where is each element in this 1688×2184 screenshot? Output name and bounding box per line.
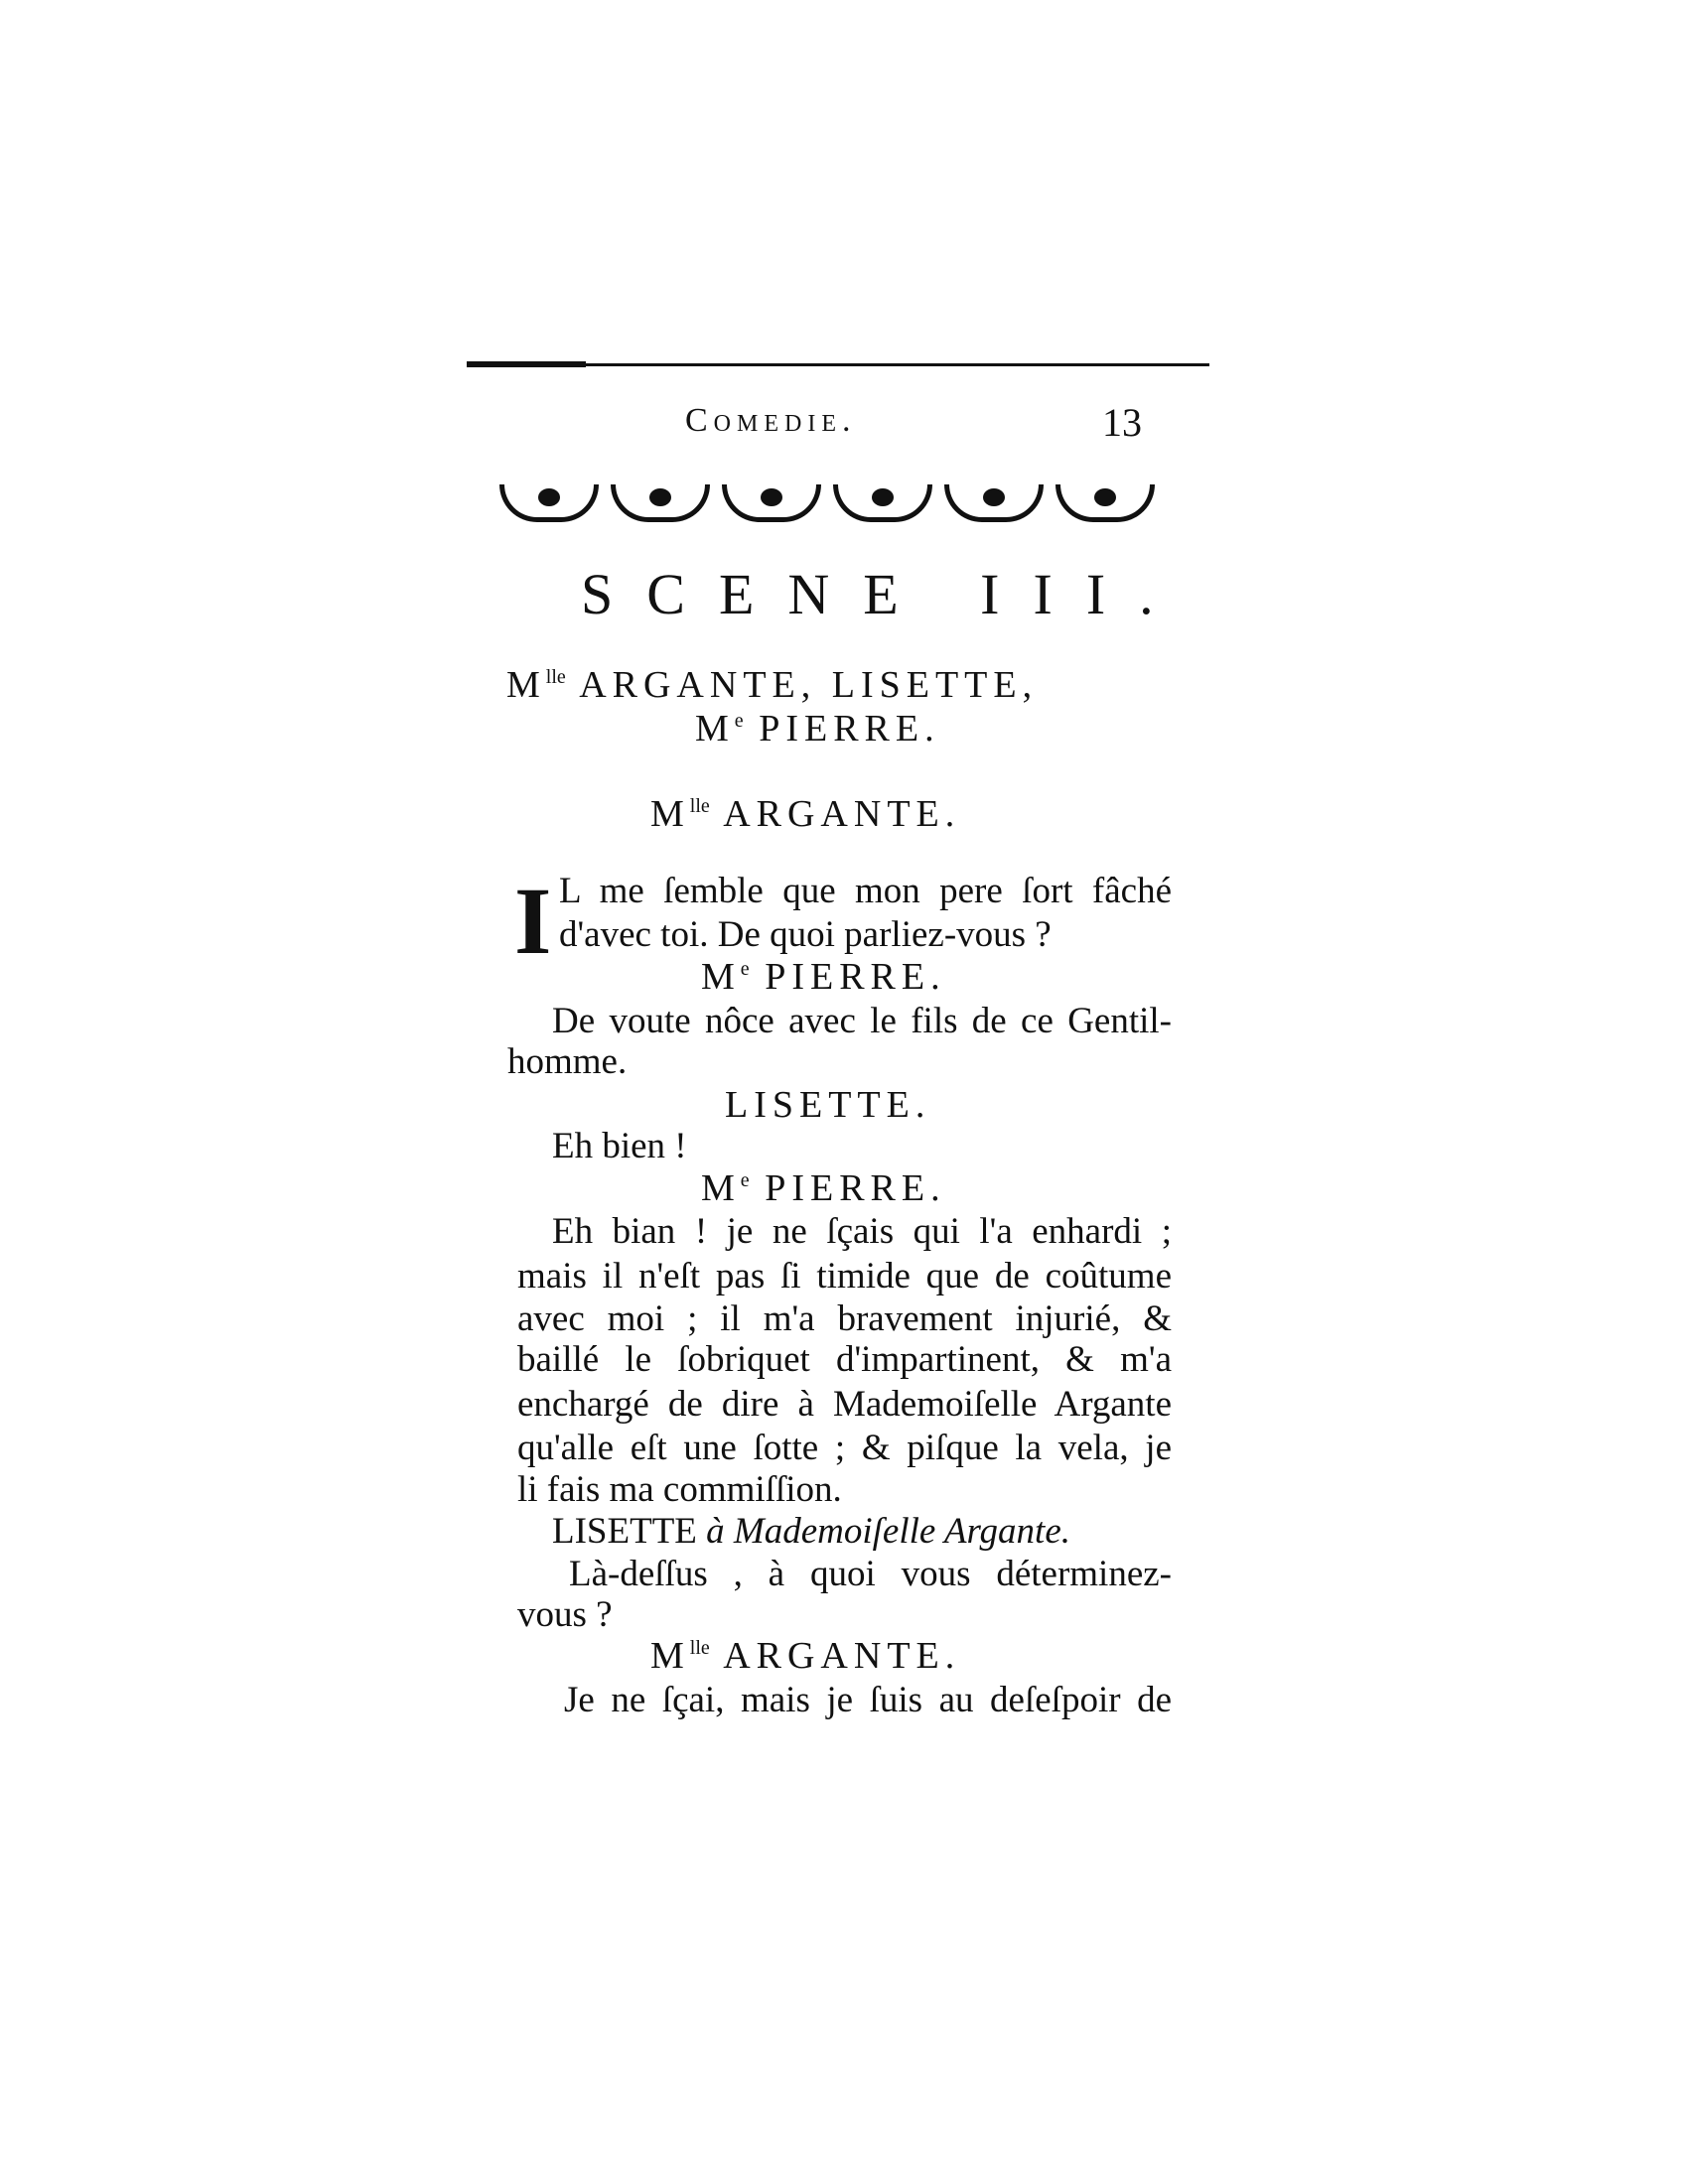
ornament-icon <box>833 484 932 522</box>
title-prefix: M <box>650 1635 690 1677</box>
title-sup: e <box>740 958 750 980</box>
speaker-name <box>650 792 960 836</box>
page-number: 13 <box>1102 400 1142 445</box>
scene-title: SCENE III. <box>581 562 1188 626</box>
title-sup: lle <box>689 795 710 817</box>
dialogue-line: mais il n'eſt pas ſi timide que de coûtume <box>517 1256 1172 1297</box>
stage-direction <box>552 1510 1070 1553</box>
dialogue-line: homme. <box>507 1041 628 1082</box>
speaker-label: PIERRE. <box>765 1167 946 1209</box>
direction-text: à Mademoiſelle Argante. <box>706 1511 1070 1552</box>
dialogue-line: baillé le ſobriquet d'impartinent, & m'a <box>517 1339 1172 1380</box>
character-list-line-1 <box>506 663 1038 707</box>
dialogue-line: De voute nôce avec le fils de ce Gentil- <box>552 1001 1172 1041</box>
characters-text: ARGANTE, LISETTE, <box>579 664 1039 706</box>
title-sup: e <box>740 1169 750 1191</box>
title-sup: e <box>734 710 744 732</box>
dialogue-line: Eh bian ! je ne ſçais qui l'a enhardi ; <box>552 1211 1172 1252</box>
running-head: Comedie. <box>685 402 857 439</box>
dialogue-line: vous ? <box>517 1594 613 1635</box>
speaker-label: PIERRE. <box>765 956 946 998</box>
ornament-icon <box>499 484 599 522</box>
speaker-name <box>725 1083 930 1127</box>
drop-cap: I <box>514 868 552 974</box>
speaker-name <box>701 1166 946 1210</box>
speaker-name <box>701 955 946 999</box>
dialogue-line: avec moi ; il m'a bravement injurié, & <box>517 1298 1172 1339</box>
ornament-icon <box>722 484 821 522</box>
title-prefix: M <box>701 1167 741 1209</box>
ornament-icon <box>611 484 710 522</box>
title-sup: lle <box>545 666 566 688</box>
speaker-name <box>650 1634 960 1678</box>
characters-text: PIERRE. <box>759 708 940 750</box>
speaker-label: LISETTE. <box>725 1084 931 1126</box>
character-list-line-2 <box>695 707 940 751</box>
title-prefix: M <box>695 708 735 750</box>
dialogue-line: enchargé de dire à Mademoiſelle Argante <box>517 1384 1172 1425</box>
title-prefix: M <box>650 793 690 835</box>
ornament-band <box>499 484 1155 528</box>
dialogue-line: Je ne ſçai, mais je ſuis au deſeſpoir de <box>564 1680 1172 1720</box>
dialogue-line: Là-deſſus , à quoi vous déterminez- <box>569 1554 1172 1594</box>
dialogue-line: li fais ma commiſſion. <box>517 1469 842 1510</box>
title-prefix: M <box>701 956 741 998</box>
dialogue-line: Eh bien ! <box>552 1126 687 1166</box>
speaker-label: LISETTE <box>552 1511 697 1552</box>
dialogue-line: d'avec toi. De quoi parliez-vous ? <box>559 914 1052 955</box>
title-sup: lle <box>689 1637 710 1659</box>
ornament-icon <box>944 484 1044 522</box>
dialogue-line: L me ſemble que mon pere ſort fâché <box>559 871 1172 911</box>
speaker-label: ARGANTE. <box>723 793 961 835</box>
title-prefix: M <box>506 664 546 706</box>
top-rule-thick <box>467 361 586 367</box>
ornament-icon <box>1055 484 1155 522</box>
dialogue-line: qu'alle eſt une ſotte ; & piſque la vela, je <box>517 1428 1172 1468</box>
speaker-label: ARGANTE. <box>723 1635 961 1677</box>
